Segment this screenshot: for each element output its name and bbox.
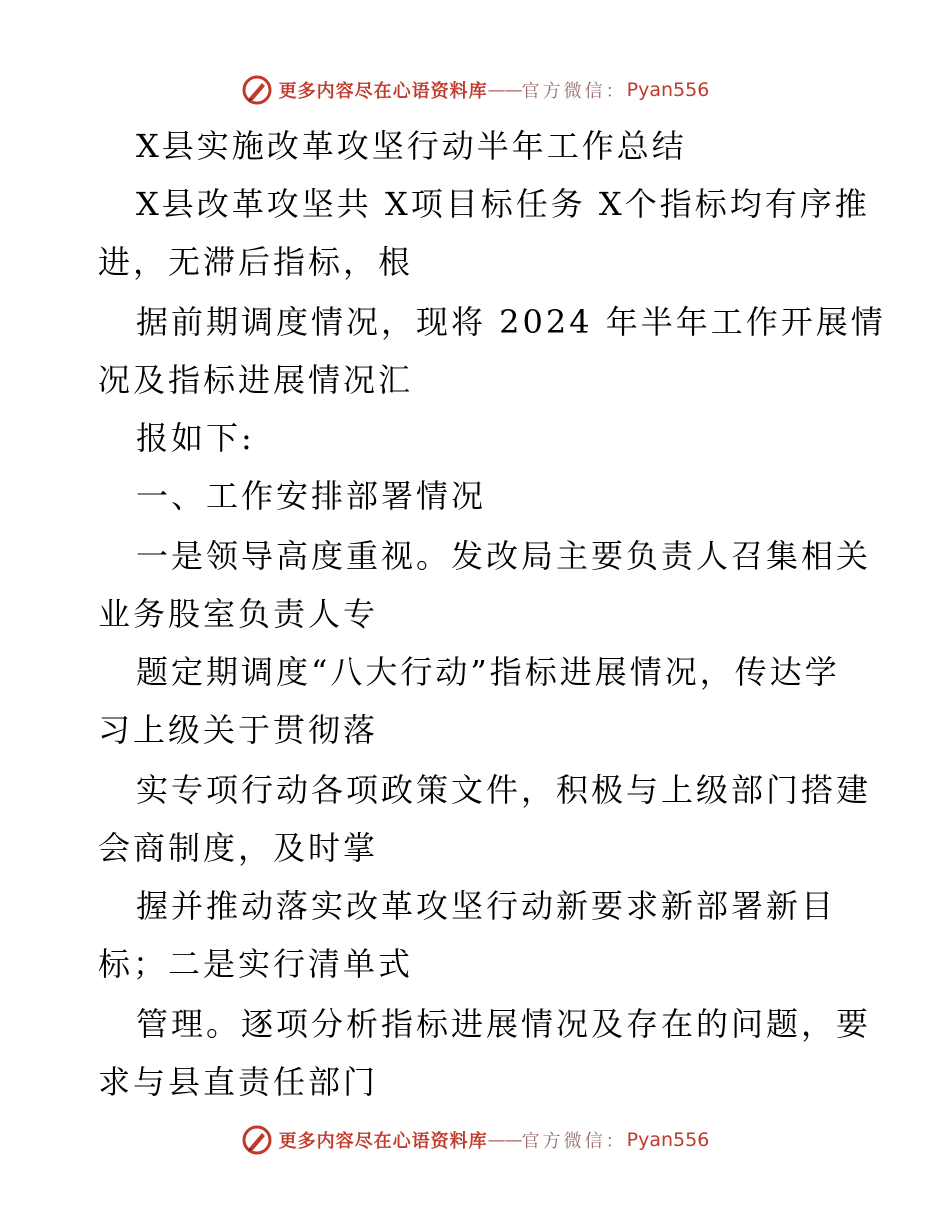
- paragraph-line: 管理。逐项分析指标进展情况及存在的问题，要: [136, 1005, 872, 1043]
- paragraph-line: 业务股室负责人专: [98, 595, 379, 633]
- paragraph-line: 报如下:: [136, 419, 255, 457]
- paragraph-line: 一是领导高度重视。发改局主要负责人召集相关: [136, 537, 872, 575]
- paragraph-line: 握并推动落实改革攻坚行动新要求新部署新目: [136, 887, 837, 925]
- section-heading: 一、工作安排部署情况: [136, 477, 487, 515]
- watermark-dash: ——: [487, 1129, 522, 1151]
- paragraph-line: 实专项行动各项政策文件，积极与上级部门搭建: [136, 771, 872, 809]
- watermark-dash: ——: [487, 79, 522, 101]
- paragraph-line: 题定期调度“八大行动”指标进展情况，传达学: [136, 653, 840, 691]
- paragraph-line: 标；二是实行清单式: [98, 945, 414, 983]
- document-title: X县实施改革攻坚行动半年工作总结: [136, 127, 687, 165]
- paragraph-line: 况及指标进展情况汇: [98, 361, 414, 399]
- watermark-official-label: 官方微信：: [521, 81, 627, 102]
- paragraph-line: X县改革攻坚共 X项目标任务 X个指标均有序推: [136, 185, 870, 223]
- watermark-promo-text: 更多内容尽在心语资料库: [278, 81, 488, 102]
- watermark-banner-bottom: [0, 1120, 950, 1160]
- pen-logo-icon: [241, 1124, 273, 1156]
- watermark-official-label: 官方微信：: [521, 1131, 627, 1152]
- paragraph-line: 会商制度，及时掌: [98, 829, 379, 867]
- watermark-promo-text: 更多内容尽在心语资料库: [278, 1131, 488, 1152]
- paragraph-line: 求与县直责任部门: [98, 1063, 379, 1101]
- paragraph-line: 习上级关于贯彻落: [98, 711, 379, 749]
- watermark-wechat-id: Pyan556: [626, 1129, 710, 1151]
- watermark-wechat-id: Pyan556: [626, 79, 710, 101]
- paragraph-line: 据前期调度情况，现将 2024 年半年工作开展情: [136, 303, 886, 341]
- paragraph-line: 进，无滞后指标，根: [98, 243, 414, 281]
